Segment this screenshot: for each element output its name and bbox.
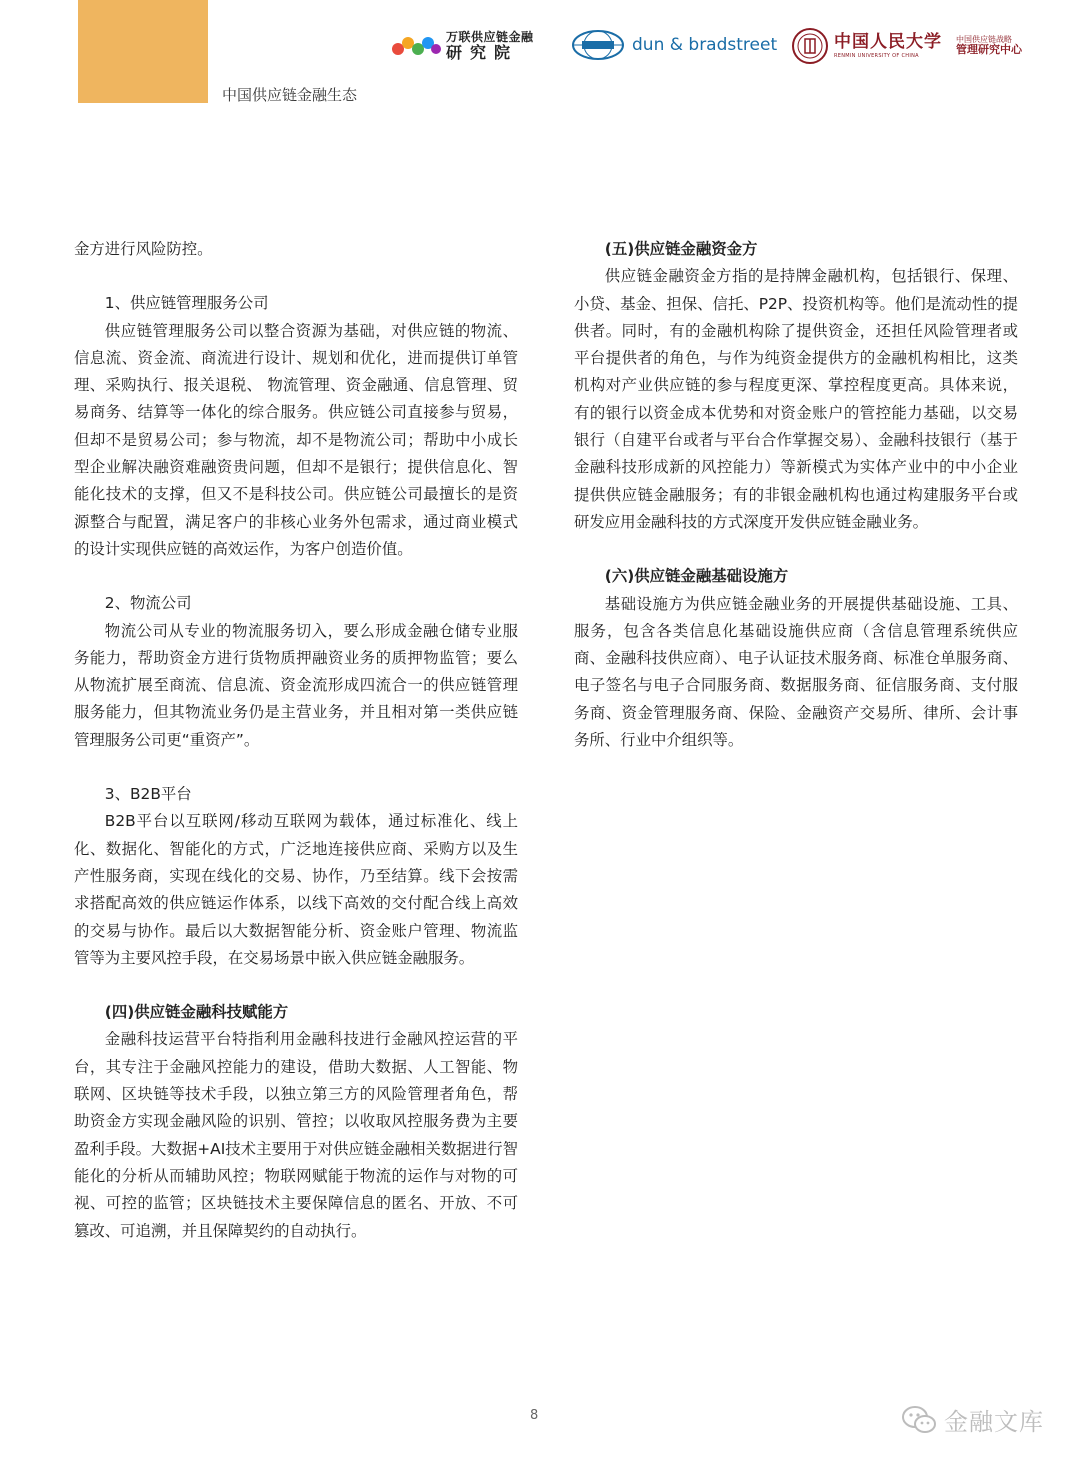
wanlian-logo [390, 28, 534, 64]
section-1-body: 供应链管理服务公司以整合资源为基础，对供应链的物流、信息流、资金流、商流进行设计、规划和优化，进而提供订单管理、采购执行、报关退税、 物流管理、资金融通、信息管理、贸易商务、结算等一体化的综合服务。供应链公司直接参与贸易，但却不是贸易公司；参与物流，却不是物流公司；帮助中小成长型企业解决融资难融资贵问题，但却不是银行；提供信息化、智能化技术的支撑，但又不是科技公司。供应链公司最擅长的是资源整合与配置，满足客户的非核心业务外包需求，通过商业模式的设计实现供应链的高效运作，为客户创造价值。 [74, 321, 518, 558]
left-column [74, 236, 518, 1245]
renmin-name: 中国人民大学 [834, 31, 942, 52]
dun-bradstreet-text: dun & bradstreet [632, 35, 778, 55]
wechat-icon [902, 1405, 936, 1435]
section-4-heading: (四)供应链金融科技赋能方 [104, 1003, 289, 1022]
section-5-body: 供应链金融资金方指的是持牌金融机构，包括银行、保理、小贷、基金、担保、信托、P2P、投资机构等。他们是流动性的提供者。同时，有的金融机构除了提供资金，还担任风险管理者或平台提供者的角色，与作为纯资金提供方的金融机构相比，这类机构对产业供应链的参与程度更深、掌控程度更高。具体来说，有的银行以资金成本优势和对资金账户的管控能力基础，以交易银行（自建平台或者与平台合作掌握交易）、金融科技银行（基于金融科技形成新的风控能力）等新模式为实体产业中的中小企业提供供应链金融服务；有的非银金融机构也通过构建服务平台或研发应用金融科技的方式深度开发供应链金融业务。 [574, 267, 1018, 531]
renmin-seal-icon [792, 28, 828, 64]
section-2-title: 2、物流公司 [104, 594, 192, 613]
watermark [902, 1402, 1044, 1437]
section-2-body: 物流公司从专业的物流服务切入，要么形成金融仓储专业服务能力，帮助资金方进行货物质押融资业务的质押物监管；要么从物流扩展至商流、信息流、资金流形成四流合一的供应链管理服务能力，但其物流业务仍是主营业务，并且相对第一类供应链管理服务公司更“重资产”。 [74, 621, 518, 749]
renmin-logo [792, 28, 1022, 64]
page-number: 8 [530, 1408, 539, 1423]
header-caption: 中国供应链金融生态 [222, 86, 358, 104]
watermark-text: 金融文库 [944, 1408, 1044, 1436]
header-accent-block [78, 0, 208, 103]
huaxia-logo [572, 30, 777, 60]
huaxia-credit-icon [572, 30, 624, 60]
wanlian-logo-icon [390, 29, 442, 63]
center-line2: 管理研究中心 [956, 43, 1022, 57]
center-line1: 中国供应链战略 [956, 35, 1012, 45]
continued-paragraph: 金方进行风险防控。 [74, 240, 213, 258]
section-1-title: 1、供应链管理服务公司 [104, 294, 269, 313]
right-column [574, 236, 1018, 754]
section-5-heading: (五)供应链金融资金方 [604, 240, 758, 258]
section-3-title: 3、B2B平台 [104, 785, 192, 804]
renmin-english: RENMIN UNIVERSITY OF CHINA [834, 52, 919, 59]
wanlian-name: 万联供应链金融 [446, 29, 534, 44]
section-4-body: 金融科技运营平台特指利用金融科技进行金融风控运营的平台，其专注于金融风控能力的建设，借助大数据、人工智能、物联网、区块链等技术手段，以独立第三方的风险管理者角色，帮助资金方实现金融风险的识别、管控；以收取风控服务费为主要盈利手段。大数据+AI技术主要用于对供应链金融相关数据进行智能化的分析从而辅助风控；物联网赋能于物流的运作与对物的可视、可控的监管；区块链技术主要保障信息的匿名、开放、不可篡改、可追溯，并且保障契约的自动执行。 [74, 1030, 518, 1240]
section-3-body: B2B平台以互联网/移动互联网为载体，通过标准化、线上化、数据化、智能化的方式，广泛地连接供应商、采购方以及生产性服务商，实现在线化的交易、协作，乃至结算。线下会按需求搭配高效的供应链运作体系，以线下高效的交付配合线上高效的交易与协作。最后以大数据智能分析、资金账户管理、物流监管等为主要风控手段，在交易场景中嵌入供应链金融服务。 [74, 812, 518, 967]
section-6-heading: (六)供应链金融基础设施方 [604, 567, 789, 586]
wanlian-institute: 研究院 [446, 42, 519, 62]
section-6-body: 基础设施方为供应链金融业务的开展提供基础设施、工具、服务，包含各类信息化基础设施供应商（含信息管理系统供应商、金融科技供应商）、电子认证技术服务商、标准仓单服务商、电子签名与电子合同服务商、数据服务商、征信服务商、支付服务商、资金管理服务商、保险、金融资产交易所、律所、会计事务所、行业中介组织等。 [574, 594, 1018, 750]
